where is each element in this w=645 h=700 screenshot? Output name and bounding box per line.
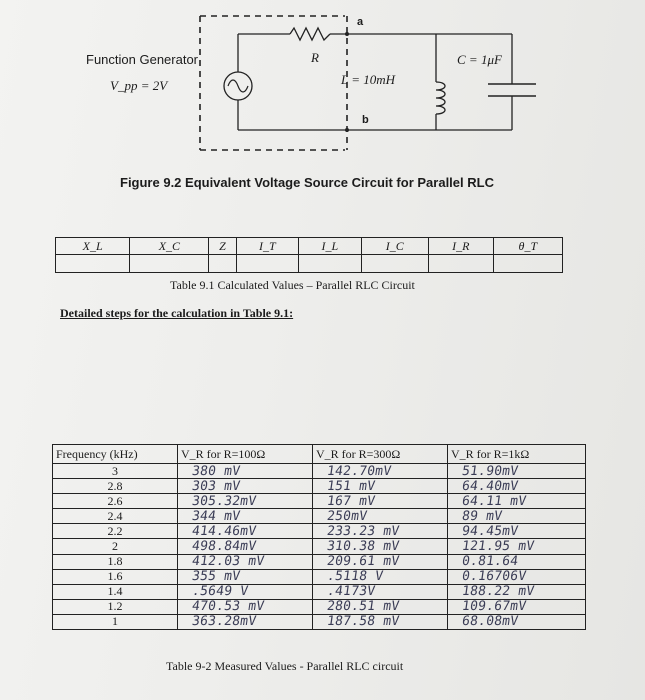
vr-300-cell: [313, 494, 448, 509]
handwritten-value: 51.90mV: [460, 463, 520, 479]
vr-300-cell: [313, 569, 448, 584]
freq-cell: 2.2: [53, 524, 178, 539]
vr-1k-cell: [448, 554, 586, 569]
vr-1k-cell: [448, 524, 586, 539]
freq-cell: 2.4: [53, 509, 178, 524]
table2-header-cell: Frequency (kHz): [53, 445, 178, 464]
vr-100-cell: [178, 569, 313, 584]
table2-row: [53, 464, 586, 479]
resistor-symbol: [290, 28, 330, 40]
table2-header-cell: V_R for R=300Ω: [313, 445, 448, 464]
table1-header-cell: X_L: [56, 238, 130, 255]
vr-100-cell: [178, 479, 313, 494]
node-b-dot: [345, 128, 349, 132]
vr-1k-cell: [448, 494, 586, 509]
handwritten-value: 233.23 mV: [325, 523, 401, 539]
freq-cell: 3: [53, 464, 178, 479]
handwritten-value: 94.45mV: [460, 523, 520, 539]
circuit-diagram: [0, 0, 645, 200]
table1-header-cell: θ_T: [493, 238, 562, 255]
freq-cell: 1.4: [53, 584, 178, 599]
handwritten-value: 250mV: [325, 508, 369, 524]
node-a-label: a: [357, 16, 364, 28]
node-b-label: b: [362, 114, 369, 126]
table2-header-cell: V_R for R=100Ω: [178, 445, 313, 464]
handwritten-value: 280.51 mV: [325, 599, 401, 615]
inductor-label: L = 10mH: [341, 72, 396, 87]
freq-cell: 1.6: [53, 569, 178, 584]
vr-300-cell: [313, 539, 448, 554]
vpp-label: V_pp = 2V: [110, 78, 168, 93]
measured-values-table: [52, 444, 586, 630]
table2-row: [53, 554, 586, 569]
table1-header-cell: I_R: [428, 238, 493, 255]
vr-100-cell: [178, 464, 313, 479]
freq-cell: 2.8: [53, 479, 178, 494]
vr-1k-cell: [448, 509, 586, 524]
vr-300-cell: [313, 464, 448, 479]
figure-caption: Figure 9.2 Equivalent Voltage Source Circuit for Parallel RLC: [120, 175, 494, 190]
table2-row: [53, 509, 586, 524]
handwritten-value: 344 mV: [190, 508, 242, 524]
handwritten-value: 188.22 mV: [460, 584, 536, 600]
vr-100-cell: [178, 614, 313, 629]
handwritten-value: .4173V: [325, 584, 377, 600]
table1-caption: Table 9.1 Calculated Values – Parallel RLC Circuit: [170, 278, 415, 292]
vr-100-cell: [178, 539, 313, 554]
table2-row: [53, 479, 586, 494]
vr-100-cell: [178, 584, 313, 599]
table1-header-cell: I_L: [299, 238, 362, 255]
table1-header-row: [56, 238, 563, 255]
handwritten-value: 363.28mV: [190, 614, 258, 630]
capacitor-label: C = 1μF: [457, 52, 502, 67]
handwritten-value: 310.38 mV: [325, 539, 401, 555]
vr-100-cell: [178, 554, 313, 569]
table2-row: [53, 539, 586, 554]
handwritten-value: 89 mV: [460, 508, 504, 524]
handwritten-value: 470.53 mV: [190, 599, 266, 615]
table2-caption: Table 9-2 Measured Values - Parallel RLC circuit: [166, 659, 404, 673]
handwritten-value: 0.81.64: [460, 554, 520, 570]
vr-100-cell: [178, 524, 313, 539]
vr-300-cell: [313, 599, 448, 614]
handwritten-value: 305.32mV: [190, 493, 258, 509]
table2-header-cell: V_R for R=1kΩ: [448, 445, 586, 464]
handwritten-value: 64.40mV: [460, 478, 520, 494]
vr-100-cell: [178, 599, 313, 614]
vr-300-cell: [313, 524, 448, 539]
table2-header-row: [53, 445, 586, 464]
freq-cell: 2: [53, 539, 178, 554]
table2-row: [53, 614, 586, 629]
vr-1k-cell: [448, 479, 586, 494]
handwritten-value: 68.08mV: [460, 614, 520, 630]
vr-300-cell: [313, 554, 448, 569]
handwritten-value: 109.67mV: [460, 599, 528, 615]
table2-row: [53, 584, 586, 599]
vr-100-cell: [178, 509, 313, 524]
table2-row: [53, 494, 586, 509]
handwritten-value: 412.03 mV: [190, 554, 266, 570]
detail-heading: Detailed steps for the calculation in Table 9.1:: [60, 306, 294, 320]
handwritten-value: 121.95 mV: [460, 539, 536, 555]
handwritten-value: 209.61 mV: [325, 554, 401, 570]
table1-header-cell: I_C: [361, 238, 428, 255]
ac-source-symbol: [224, 72, 252, 100]
calculated-values-table: [55, 237, 563, 273]
handwritten-value: 64.11 mV: [460, 493, 528, 509]
handwritten-value: 142.70mV: [325, 463, 393, 479]
freq-cell: 2.6: [53, 494, 178, 509]
vr-300-cell: [313, 509, 448, 524]
vr-300-cell: [313, 584, 448, 599]
vr-1k-cell: [448, 569, 586, 584]
freq-cell: 1: [53, 614, 178, 629]
table2-row: [53, 599, 586, 614]
table1-header-cell: Z: [209, 238, 236, 255]
table2-body: [53, 464, 586, 630]
vr-1k-cell: [448, 464, 586, 479]
vr-1k-cell: [448, 539, 586, 554]
table1-header-cell: X_C: [130, 238, 209, 255]
freq-cell: 1.8: [53, 554, 178, 569]
table2-row: [53, 524, 586, 539]
table2-row: [53, 569, 586, 584]
vr-1k-cell: [448, 584, 586, 599]
handwritten-value: 167 mV: [325, 493, 377, 509]
node-a-dot: [345, 32, 349, 36]
vr-300-cell: [313, 479, 448, 494]
handwritten-value: 380 mV: [190, 463, 242, 479]
resistor-label: R: [311, 50, 319, 65]
function-generator-label: Function Generator: [86, 52, 199, 67]
handwritten-value: .5118 V: [325, 569, 385, 585]
handwritten-value: 355 mV: [190, 569, 242, 585]
table1-empty-row: [56, 255, 563, 273]
handwritten-value: 303 mV: [190, 478, 242, 494]
inductor-symbol: [436, 82, 445, 114]
capacitor-symbol: [488, 84, 536, 96]
table1-header-cell: I_T: [236, 238, 299, 255]
vr-1k-cell: [448, 614, 586, 629]
handwritten-value: 0.16706V: [460, 569, 528, 585]
vr-300-cell: [313, 614, 448, 629]
handwritten-value: 414.46mV: [190, 523, 258, 539]
vr-1k-cell: [448, 599, 586, 614]
handwritten-value: 187.58 mV: [325, 614, 401, 630]
handwritten-value: .5649 V: [190, 584, 250, 600]
freq-cell: 1.2: [53, 599, 178, 614]
handwritten-value: 498.84mV: [190, 539, 258, 555]
handwritten-value: 151 mV: [325, 478, 377, 494]
vr-100-cell: [178, 494, 313, 509]
